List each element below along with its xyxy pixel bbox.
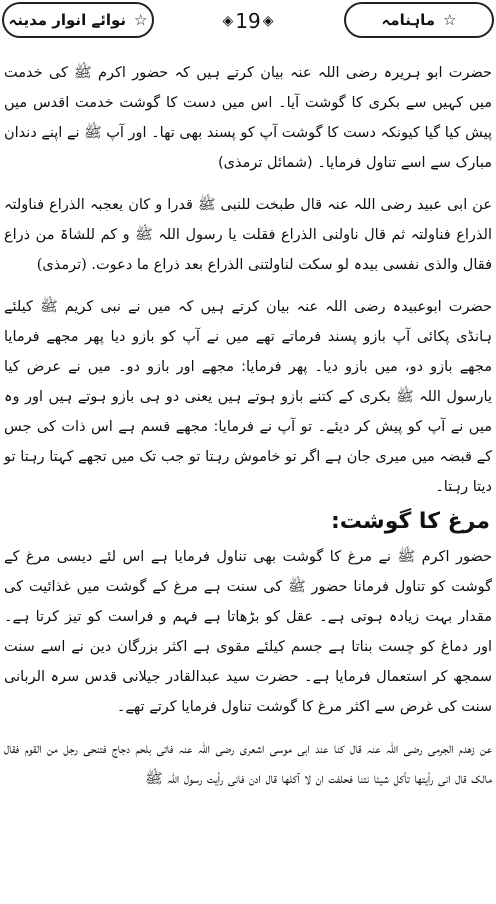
monthly-label: ماہنامہ [381,11,436,29]
page-number-value: 19 [235,9,261,33]
article-body [4,58,492,794]
section-heading: مرغ کا گوشت: [330,509,490,534]
paragraph-hadith-2-arabic: عن ابی عبید رضی اللہ عنہ قال طبخت للنبی ﷺ قدرا و کان یعجبہ الذراع فناولتہ الذراع فناولتہ ثم قال ناولنی الذراع فقلت یا رسول اللہ ﷺ و کم للشاۃ من ذراع فقال والذی نفسی بیدہ لو سکت لناولتنی الذراع بعد ذراع ما دعوت. (ترمذی) [4,197,492,273]
monthly-label-badge [344,2,494,38]
paragraph-hadith-3-arabic: عن زھدم الجرمی رضی اللہ عنہ قال کنا عند ابی موسی اشعری رضی اللہ عنہ فاتی بلحم دجاج فتنحی رجل من القوم فقال مالک قال انی رأیتھا تأکل شیئا نتنا فحلفت ان لا آکلھا قال ادن فانی رأیت رسول اللہ ﷺ [4,741,492,787]
magazine-name: نوائے انوار مدینہ [8,11,127,29]
star-icon: ☆ [443,11,457,29]
paragraph-hadith-1-urdu: حضرت ابو ہریرہ رضی اللہ عنہ بیان کرتے ہیں کہ حضور اکرم ﷺ کی خدمت میں کہیں سے بکری کا گوشت آیا۔ اس میں دست کا گوشت خدمت اقدس میں پیش کیا گیا کیونکہ دست کا گوشت آپ کو پسند بھی تھا۔ اور آپ ﷺ نے اپنے دندان مبارک سے اسے تناول فرمایا۔ (شمائل ترمذی) [4,65,492,171]
page-number [198,8,298,34]
paragraph-hadith-2-urdu: حضرت ابوعبیدہ رضی اللہ عنہ بیان کرتے ہیں کہ میں نے نبی کریم ﷺ کیلئے ہانڈی پکائی آپ بازو پسند فرماتے تھے میں نے آپ کو بازو دیا پھر مجھے فرمایا مجھے بازو دو، میں بازو دیا۔ پھر فرمایا: مجھے اور بازو دو۔ میں نے عرض کیا یارسول اللہ ﷺ بکری کے کتنے بازو ہوتے ہیں یعنی دو ہی بازو ہوتے ہیں اور وہ میں نے آپ کو پیش کر دیئے۔ تو آپ نے فرمایا: مجھے قسم ہے اس ذات کی جس کے قبضہ میں میری جان ہے اگر تو خاموش رہتا تو جب تک میں تجھے کہتا رہتا تو دیتا رہتا۔ [4,299,492,495]
ornament-icon: ◈ [262,13,274,29]
page-header [0,0,496,44]
paragraph-chicken-meat: حضور اکرم ﷺ نے مرغ کا گوشت بھی تناول فرمایا ہے اس لئے دیسی مرغ کے گوشت کو تناول فرمانا حضور ﷺ کی سنت ہے مرغ کے گوشت میں غذائیت کی مقدار بہت زیادہ ہوتی ہے۔ عقل کو بڑھاتا ہے فہم و فراست کو تیز کرتا ہے۔ اور دماغ کو چست بناتا ہے جسم کیلئے مقوی ہے اکثر بزرگان دین نے اسے سنت سمجھ کر استعمال فرمایا ہے۔ حضرت سید عبدالقادر جیلانی قدس سرہ الربانی سنت کی غرض سے اکثر مرغ کا گوشت تناول فرمایا کرتے تھے۔ [4,549,492,715]
magazine-name-badge [2,2,154,38]
ornament-icon: ◈ [222,13,234,29]
star-icon: ☆ [134,11,148,29]
